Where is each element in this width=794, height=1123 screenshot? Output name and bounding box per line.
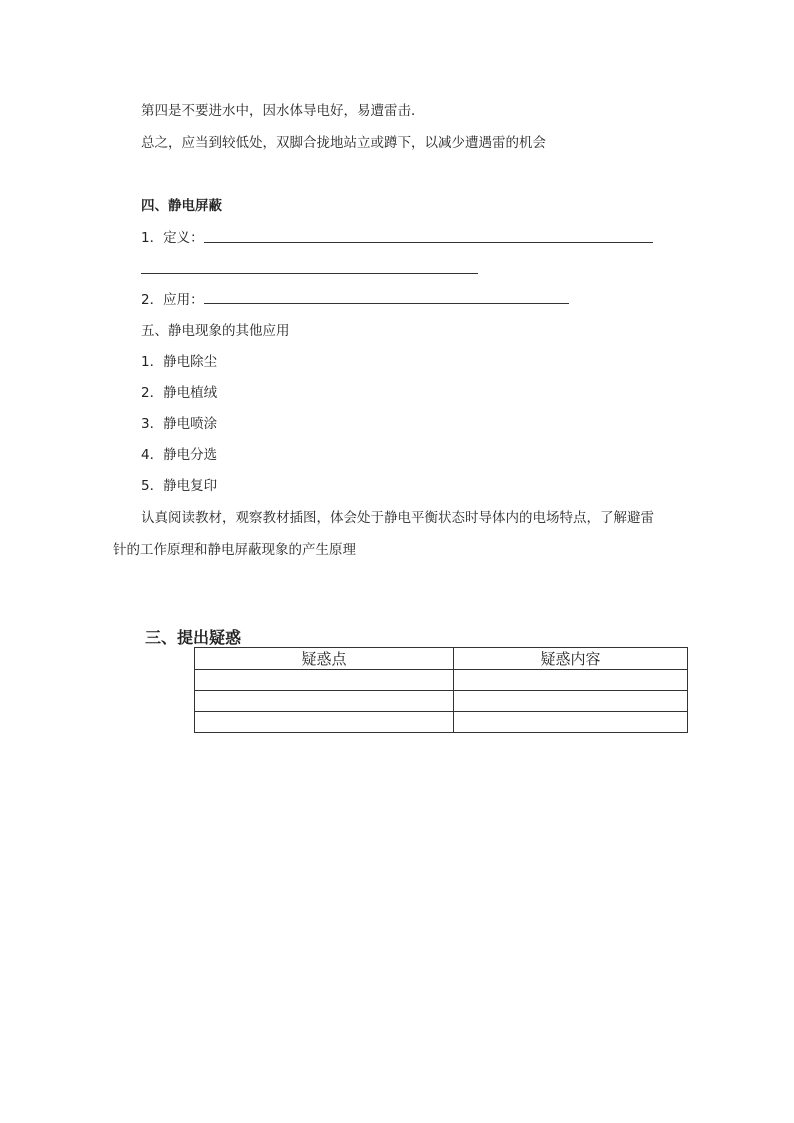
table-cell[interactable] bbox=[195, 670, 454, 691]
column-header-doubt-content: 疑惑内容 bbox=[454, 648, 688, 670]
table-cell[interactable] bbox=[195, 712, 454, 733]
table-row bbox=[195, 691, 688, 712]
definition-blank-1[interactable] bbox=[204, 242, 653, 243]
doubts-table bbox=[194, 647, 688, 733]
table-cell[interactable] bbox=[454, 691, 688, 712]
application-item: 5．静电复印 bbox=[141, 478, 218, 494]
application-item: 4．静电分选 bbox=[141, 447, 218, 463]
table-row bbox=[195, 670, 688, 691]
definition-blank-2[interactable] bbox=[141, 273, 478, 274]
reading-line-2: 针的工作原理和静电屏蔽现象的产生原理 bbox=[113, 542, 356, 558]
application-item: 1．静电除尘 bbox=[141, 354, 218, 370]
table-cell[interactable] bbox=[454, 712, 688, 733]
section-4-title: 四、静电屏蔽 bbox=[141, 198, 222, 214]
doubts-title: 三、提出疑惑 bbox=[145, 628, 242, 647]
reading-line-1: 认真阅读教材，观察教材插图，体会处于静电平衡状态时导体内的电场特点，了解避雷 bbox=[141, 510, 654, 526]
intro-line-2: 总之，应当到较低处，双脚合拢地站立或蹲下，以减少遭遇雷的机会 bbox=[141, 135, 546, 151]
table-header-row bbox=[195, 648, 688, 670]
column-header-doubt-point: 疑惑点 bbox=[195, 648, 454, 670]
intro-line-1: 第四是不要进水中，因水体导电好，易遭雷击． bbox=[141, 103, 425, 119]
application-item: 2．静电植绒 bbox=[141, 385, 218, 401]
section-5-title: 五、静电现象的其他应用 bbox=[141, 323, 290, 339]
definition-label: 1．定义： bbox=[141, 230, 204, 246]
application-item: 3．静电喷涂 bbox=[141, 416, 218, 432]
table-cell[interactable] bbox=[454, 670, 688, 691]
application-label: 2．应用： bbox=[141, 292, 204, 308]
table-cell[interactable] bbox=[195, 691, 454, 712]
table-row bbox=[195, 712, 688, 733]
application-blank[interactable] bbox=[204, 303, 569, 304]
